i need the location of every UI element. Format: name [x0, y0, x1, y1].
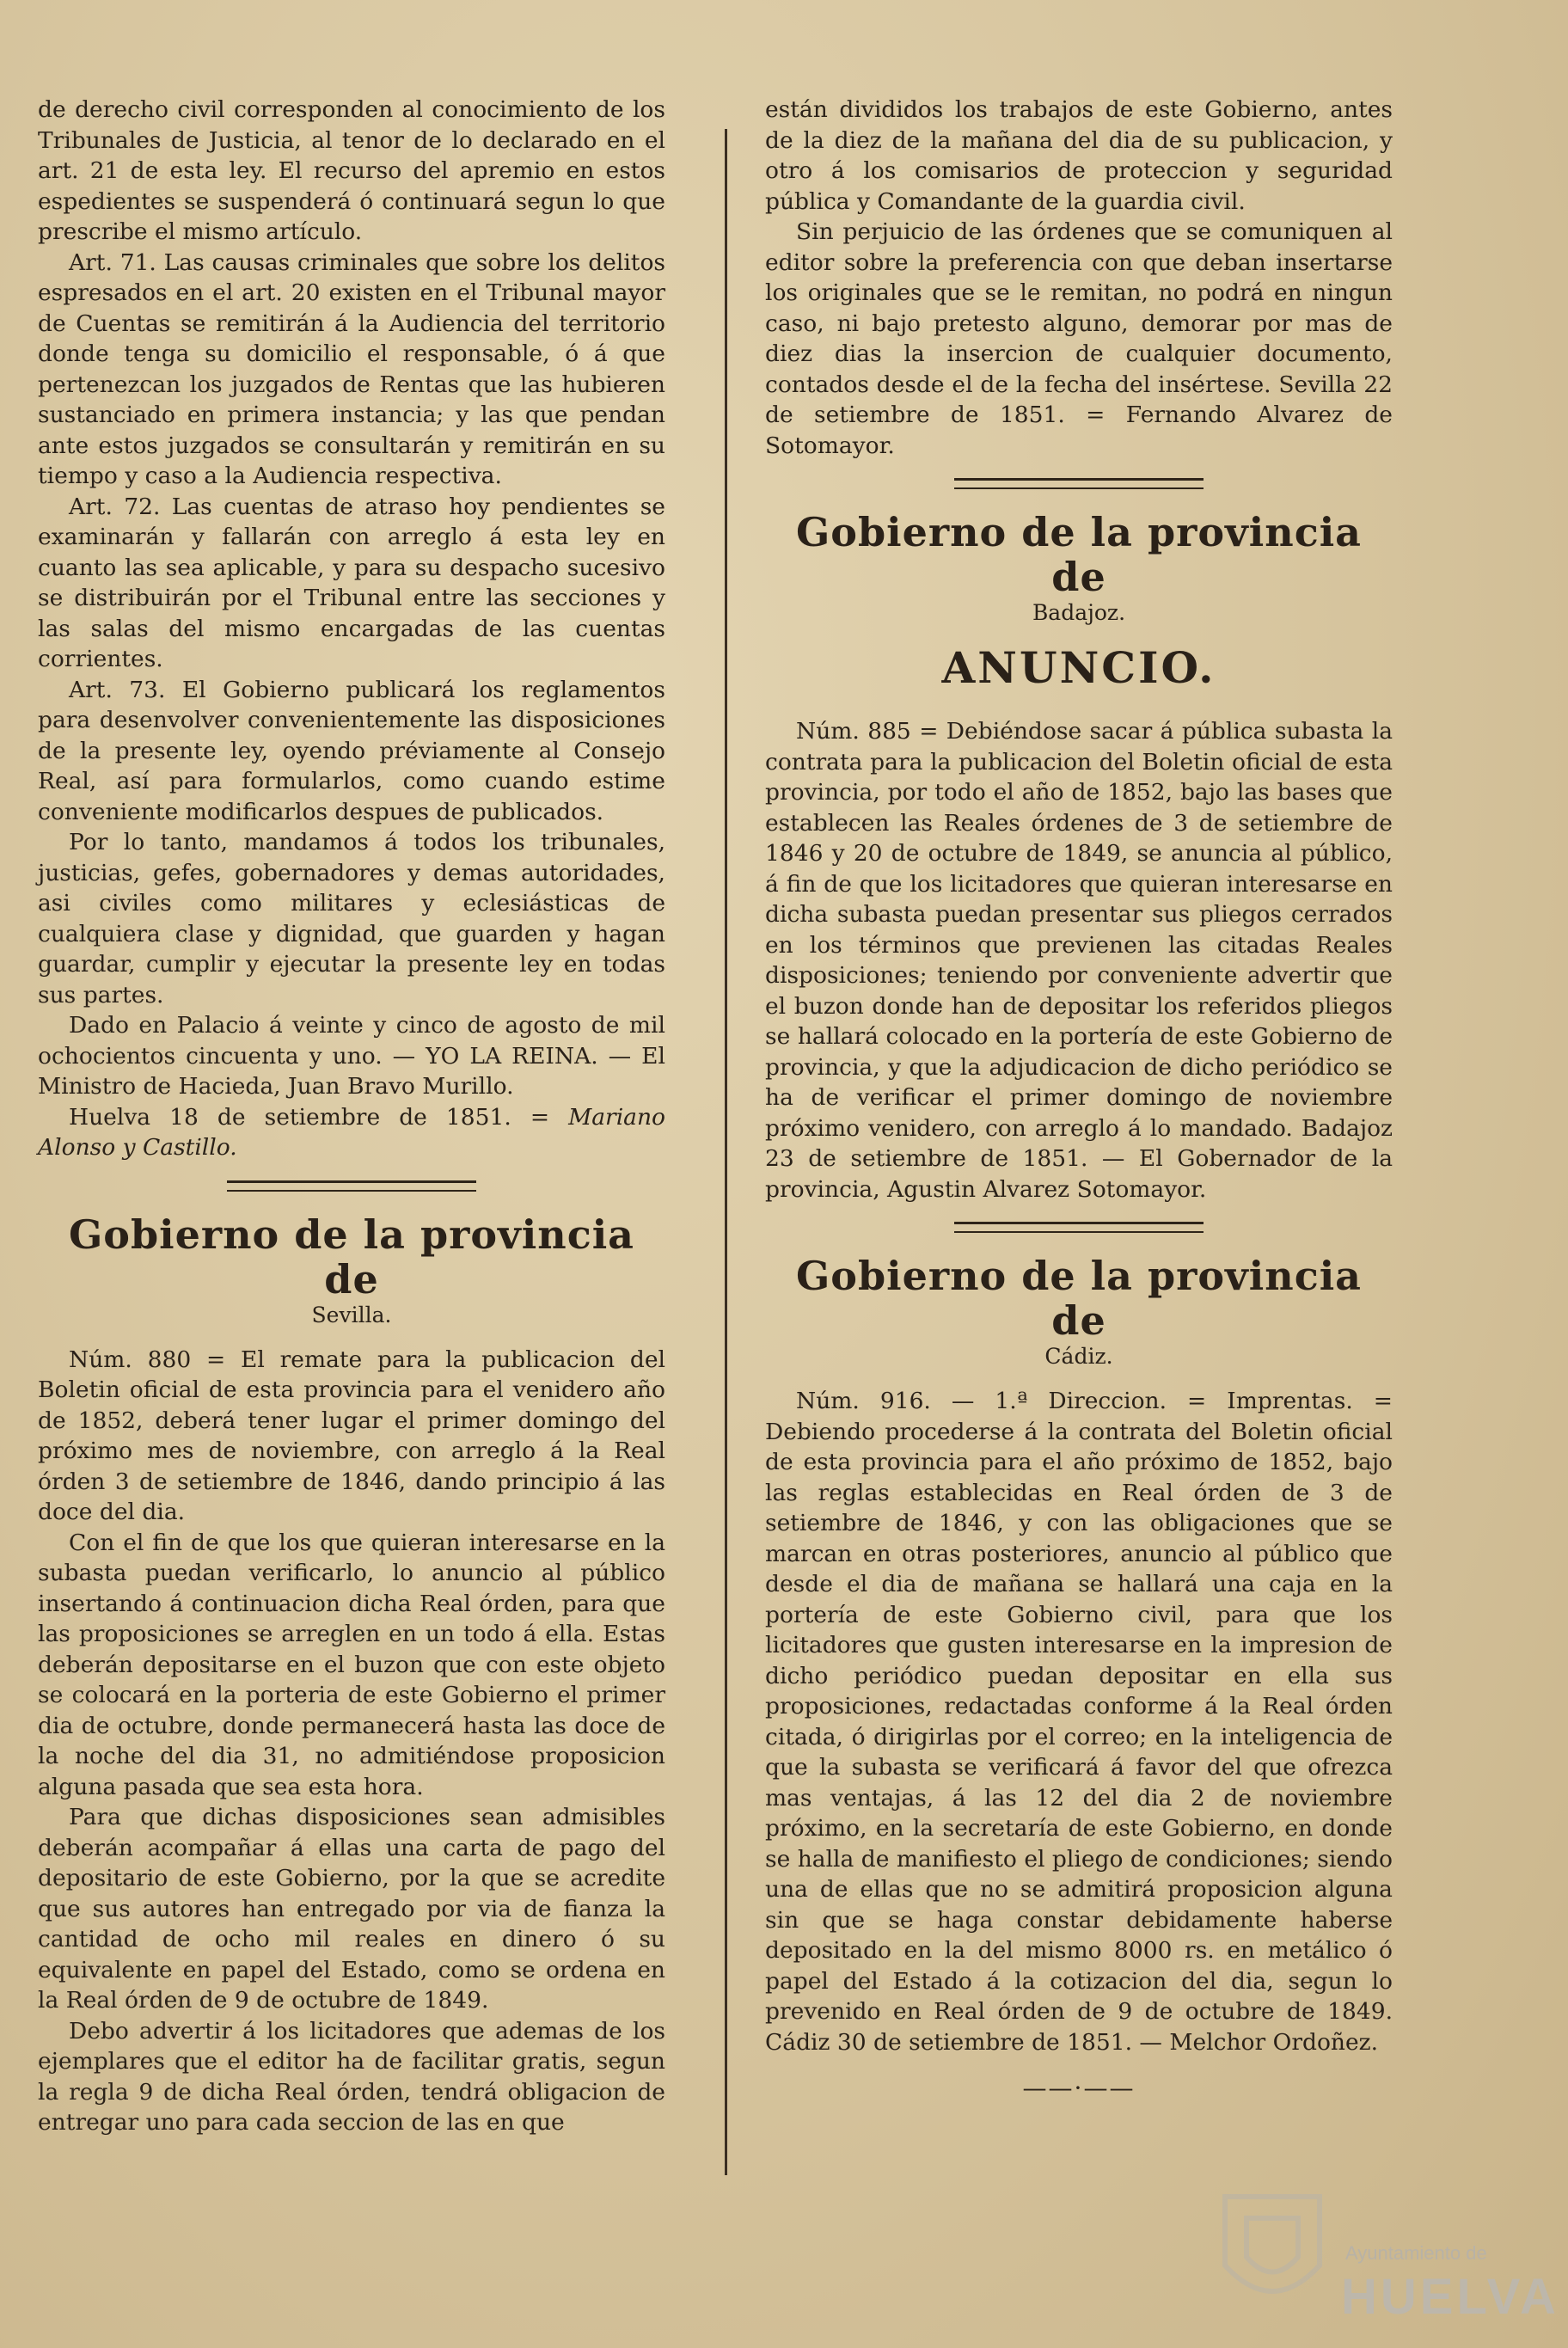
- law-dated: Dado en Palacio á veinte y cinco de agosto de mil ochocientos cincuenta y uno. — YO LA REINA. — El Ministro de Hacieda, Juan Bravo Murillo.: [38, 1012, 665, 1100]
- column-divider: [725, 129, 727, 2175]
- sevilla-continuation: Sin perjuicio de las órdenes que se comuniquen al editor sobre la preferencia con que deban insertarse los originales que se le remitan, no podrá en ningun caso, ni bajo pretesto alguno, demorar por mas de diez dias la insercion de cualquier documento, contados desde el de la fecha del insértese. Sevilla 22 de setiembre de 1851. = Fernando Alvarez de Sotomayor.: [765, 218, 1393, 459]
- sevilla-continuation: están divididos los trabajos de este Gobierno, antes de la diez de la mañana del dia de su publicacion, y otro á los comisarios de proteccion y seguridad pública y Comandante de la guardia civil.: [765, 96, 1393, 215]
- sevilla-paragraph: Para que dichas disposiciones sean admisibles deberán acompañar á ellas una carta de pago del depositario de este Gobierno, por la que se acredite que sus autores han entregado por via de fianza la cantidad de ocho mil reales en dinero ó su equivalente en papel del Estado, como se ordena en la Real órden de 9 de octubre de 1849.: [38, 1804, 665, 2014]
- section-divider: [227, 1180, 476, 1192]
- sevilla-paragraph: Debo advertir á los licitadores que ademas de los ejemplares que el editor ha de facilitar gratis, segun la regla 9 de dicha Real órden, tendrá obligacion de entregar uno para cada seccion de las en que: [38, 2017, 665, 2136]
- law-paragraph: de derecho civil corresponden al conocimiento de los Tribunales de Justicia, al tenor de lo declarado en el art. 21 de esta ley. El recurso del apremio en estos espedientes se suspenderá ó continuará segun lo que prescribe el mismo artículo.: [38, 96, 665, 245]
- watermark-small-text: Ayuntamiento de: [1345, 2242, 1487, 2264]
- sevilla-heading: Gobierno de la provincia de: [68, 1211, 634, 1303]
- sevilla-subheading: Sevilla.: [311, 1302, 392, 1327]
- law-mandate: Por lo tanto, mandamos á todos los tribunales, justicias, gefes, gobernadores y demas autoridades, asi civiles como militares y eclesiásticas de cualquiera clase y dignidad, que guarden y hagan guardar, cumplir y ejecutar la presente ley en todas sus partes.: [38, 829, 665, 1008]
- law-article-71: Art. 71. Las causas criminales que sobre los delitos espresados en el art. 20 existen en el Tribunal mayor de Cuentas se remitirán á la Audiencia del territorio donde tenga su domicilio el responsable, ó á que pertenezcan los juzgados de Rentas que las hubieren sustanciado en primera instancia; y las que pendan ante estos juzgados se consultarán y remitirán en su tiempo y caso a la Audiencia respectiva.: [38, 248, 665, 489]
- cadiz-heading: Gobierno de la provincia de: [795, 1253, 1362, 1344]
- watermark-big-text: HUELVA: [1341, 2269, 1559, 2325]
- right-column: [765, 95, 1393, 2104]
- badajoz-heading: Gobierno de la provincia de: [795, 509, 1362, 600]
- badajoz-paragraph: Núm. 885 = Debiéndose sacar á pública subasta la contrata para la publicacion del Boletin oficial de esta provincia, por todo el año de 1852, bajo las bases que establecen las Reales órdenes de 3 de setiembre de 1846 y 20 de octubre de 1849, se anuncia al público, á fin de que los licitadores que quieran interesarse en dicha subasta puedan presentar sus pliegos cerrados en los términos que previenen las citadas Reales disposiciones; teniendo por conveniente advertir que el buzon donde han de depositar los referidos pliegos se hallará colocado en la portería de este Gobierno de provincia, y que la adjudicacion de dicho periódico se ha de verificar el primer domingo de noviembre próximo venidero, con arreglo á lo mandado. Badajoz 23 de setiembre de 1851. — El Gobernador de la provincia, Agustin Alvarez Sotomayor.: [765, 718, 1393, 1203]
- anuncio-title: ANUNCIO.: [941, 642, 1216, 693]
- section-divider: [954, 478, 1204, 489]
- cadiz-paragraph: Núm. 916. — 1.ª Direccion. = Imprentas. = Debiendo procederse á la contrata del Boletin oficial de esta provincia para el año próximo de 1852, bajo las reglas establecidas en Real órden de 3 de setiembre de 1846, y con las obligaciones que se marcan en otras posteriores, anuncio al público que desde el dia de mañana se hallará una caja en la portería de este Gobierno civil, para que los licitadores que gusten interesarse en la impresion de dicho periódico puedan depositar en ella sus proposiciones, redactadas conforme á la Real órden citada, ó dirigirlas por el correo; en la inteligencia de que la subasta se verificará á favor del que ofrezca mas ventajas, á las 12 del dia 2 de noviembre próximo, en la secretaría de este Gobierno, en donde se halla de manifiesto el pliego de condiciones; siendo una de ellas que no se admitirá proposicion alguna sin que se haga constar debidamente haberse depositado en la del mismo 8000 rs. en metálico ó papel del Estado á la cotizacion del dia, segun lo prevenido en Real órden de 9 de octubre de 1849. Cádiz 30 de setiembre de 1851. — Melchor Ordoñez.: [765, 1388, 1393, 2056]
- end-mark: ——·——: [1022, 2074, 1136, 2102]
- signature-date: Huelva 18 de setiembre de 1851. =: [69, 1103, 569, 1131]
- law-article-72: Art. 72. Las cuentas de atraso hoy pendientes se examinarán y fallarán con arreglo á esta ley en cuanto las sea aplicable, y para su despacho sucesivo se distribuirán por el Tribunal entre las secciones y las salas del mismo encargadas de las cuentas corrientes.: [38, 493, 665, 672]
- sevilla-paragraph: Con el fin de que los que quieran interesarse en la subasta puedan verificarlo, lo anuncio al público insertando á continuacion dicha Real órden, para que las proposiciones se arreglen en un todo á ella. Estas deberán depositarse en el buzon que con este objeto se colocará en la porteria de este Gobierno el primer dia de octubre, donde permanecerá hasta las doce de la noche del dia 31, no admitiéndose proposicion alguna pasada que sea esta hora.: [38, 1529, 665, 1800]
- huelva-signature: [38, 1102, 665, 1163]
- left-column: [38, 95, 665, 2138]
- section-divider: [954, 1222, 1204, 1233]
- badajoz-subheading: Badajoz.: [1032, 600, 1126, 625]
- sevilla-paragraph: Núm. 880 = El remate para la publicacion del Boletin oficial de esta provincia para el venidero año de 1852, deberá tener lugar el primer domingo del próximo mes de noviembre, con arreglo á la Real órden 3 de setiembre de 1846, dando principio á las doce del dia.: [38, 1346, 665, 1525]
- signature-name: Mariano Alonso y Castillo.: [38, 1103, 665, 1161]
- law-article-73: Art. 73. El Gobierno publicará los reglamentos para desenvolver convenientemente las disposiciones de la presente ley, oyendo préviamente al Consejo Real, así para formularlos, como cuando estime conveniente modificarlos despues de publicados.: [38, 676, 665, 825]
- cadiz-subheading: Cádiz.: [1044, 1344, 1113, 1369]
